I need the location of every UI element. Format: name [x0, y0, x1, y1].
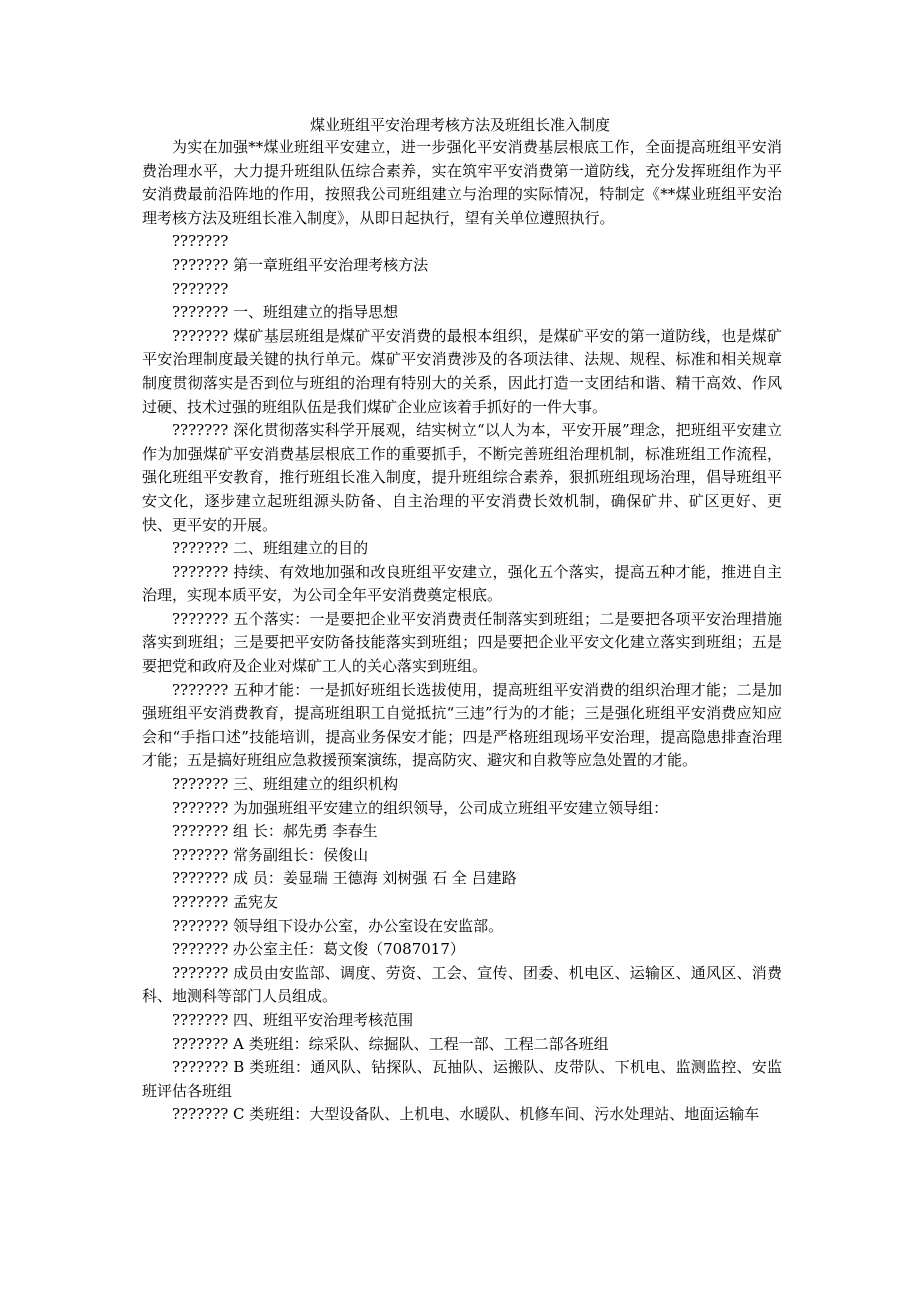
member-line: ??????? 组 长：郝先勇 李春生	[172, 822, 378, 841]
paragraph: ??????? 煤矿基层班组是煤矿平安消费的最根本组织，是煤矿平安的第一道防线，也是煤矿平安治理制度最关键的执行单元。煤矿平安消费涉及的各项法律、法规、规程、标准和相关规章制度贯彻落实是否到位与班组的治理有特别大的关系，因此打造一支团结和谐、精干高效、作风过硬、技术过强的班组队伍是我们煤矿企业应该着手抓好的一件大事。	[142, 326, 782, 416]
paragraph: ??????? 成员由安监部、调度、劳资、工会、宣传、团委、机电区、运输区、通风区、消费科、地测科等部门人员组成。	[142, 963, 782, 1006]
paragraph: ??????? 领导组下设办公室，办公室设在安监部。	[172, 916, 504, 935]
paragraph: ??????? 五个落实：一是要把企业平安消费责任制落实到班组；二是要把各项平安治理措施落实到班组；三是要把平安防备技能落实到班组；四是要把企业平安文化建立落实到班组；五是要把党和政府及企业对煤矿工人的关心落实到班组。	[142, 609, 782, 676]
section-heading: ??????? 二、班组建立的目的	[172, 539, 369, 558]
document-title: 煤业班组平安治理考核方法及班组长准入制度	[309, 116, 610, 134]
category-line: ??????? C 类班组：大型设备队、上机电、水暖队、机修车间、污水处理站、地面运输车	[172, 1105, 760, 1124]
paragraph: ??????? 深化贯彻落实科学开展观，结实树立“以人为本，平安开展”理念，把班组平安建立作为加强煤矿平安消费基层根底工作的重要抓手，不断完善班组治理机制，标准班组工作流程，强化班组平安教育，推行班组长准入制度，提升班组综合素养，狠抓班组现场治理，倡导班组平安文化，逐步建立起班组源头防备、自主治理的平安消费长效机制，确保矿井、矿区更好、更快、更平安的开展。	[142, 421, 782, 534]
document-body	[142, 136, 782, 1127]
member-line: ??????? 成 员：姜显瑞 王德海 刘树强 石 全 吕建路	[172, 869, 517, 888]
category-line: ??????? A 类班组：综采队、综掘队、工程一部、工程二部各班组	[172, 1034, 609, 1053]
paragraph-placeholder: ???????	[172, 279, 229, 298]
chapter-heading: ??????? 第一章班组平安治理考核方法	[172, 255, 429, 274]
member-line: ??????? 常务副组长：侯俊山	[172, 845, 369, 864]
member-line: ??????? 孟宪友	[172, 893, 279, 911]
paragraph: ??????? 五种才能：一是抓好班组长选拔使用，提高班组平安消费的组织治理才能；二是加强班组平安消费教育，提高班组职工自觉抵抗“三违”行为的才能；三是强化班组平安消费应知应会和“手指口述”技能培训，提高业务保安才能；四是严格班组现场平安治理，提高隐患排查治理才能；五是搞好班组应急救援预案演练，提高防灾、避灾和自救等应急处置的才能。	[142, 680, 782, 770]
section-heading: ??????? 四、班组平安治理考核范围	[172, 1010, 414, 1029]
member-line: ??????? 办公室主任：葛文俊（7087017）	[172, 940, 465, 959]
section-heading: ??????? 一、班组建立的指导思想	[172, 303, 399, 322]
paragraph: ??????? 持续、有效地加强和改良班组平安建立，强化五个落实，提高五种才能，推进自主治理，实现本质平安，为公司全年平安消费奠定根底。	[142, 562, 782, 605]
paragraph-placeholder: ???????	[172, 232, 229, 251]
paragraph: ??????? 为加强班组平安建立的组织领导，公司成立班组平安建立领导组：	[172, 798, 669, 817]
paragraph-intro: 为实在加强**煤业班组平安建立，进一步强化平安消费基层根底工作，全面提高班组平安消费治理水平，大力提升班组队伍综合素养，实在筑牢平安消费第一道防线，充分发挥班组作为平安消费最前沿阵地的作用，按照我公司班组建立与治理的实际情况，特制定《**煤业班组平安治理考核方法及班组长准入制度》，从即日起执行，望有关单位遵照执行。	[142, 138, 782, 227]
section-heading: ??????? 三、班组建立的组织机构	[172, 775, 399, 794]
category-line: ??????? B 类班组：通风队、钻探队、瓦抽队、运搬队、皮带队、下机电、监测监控、安监班评估各班组	[142, 1058, 782, 1100]
